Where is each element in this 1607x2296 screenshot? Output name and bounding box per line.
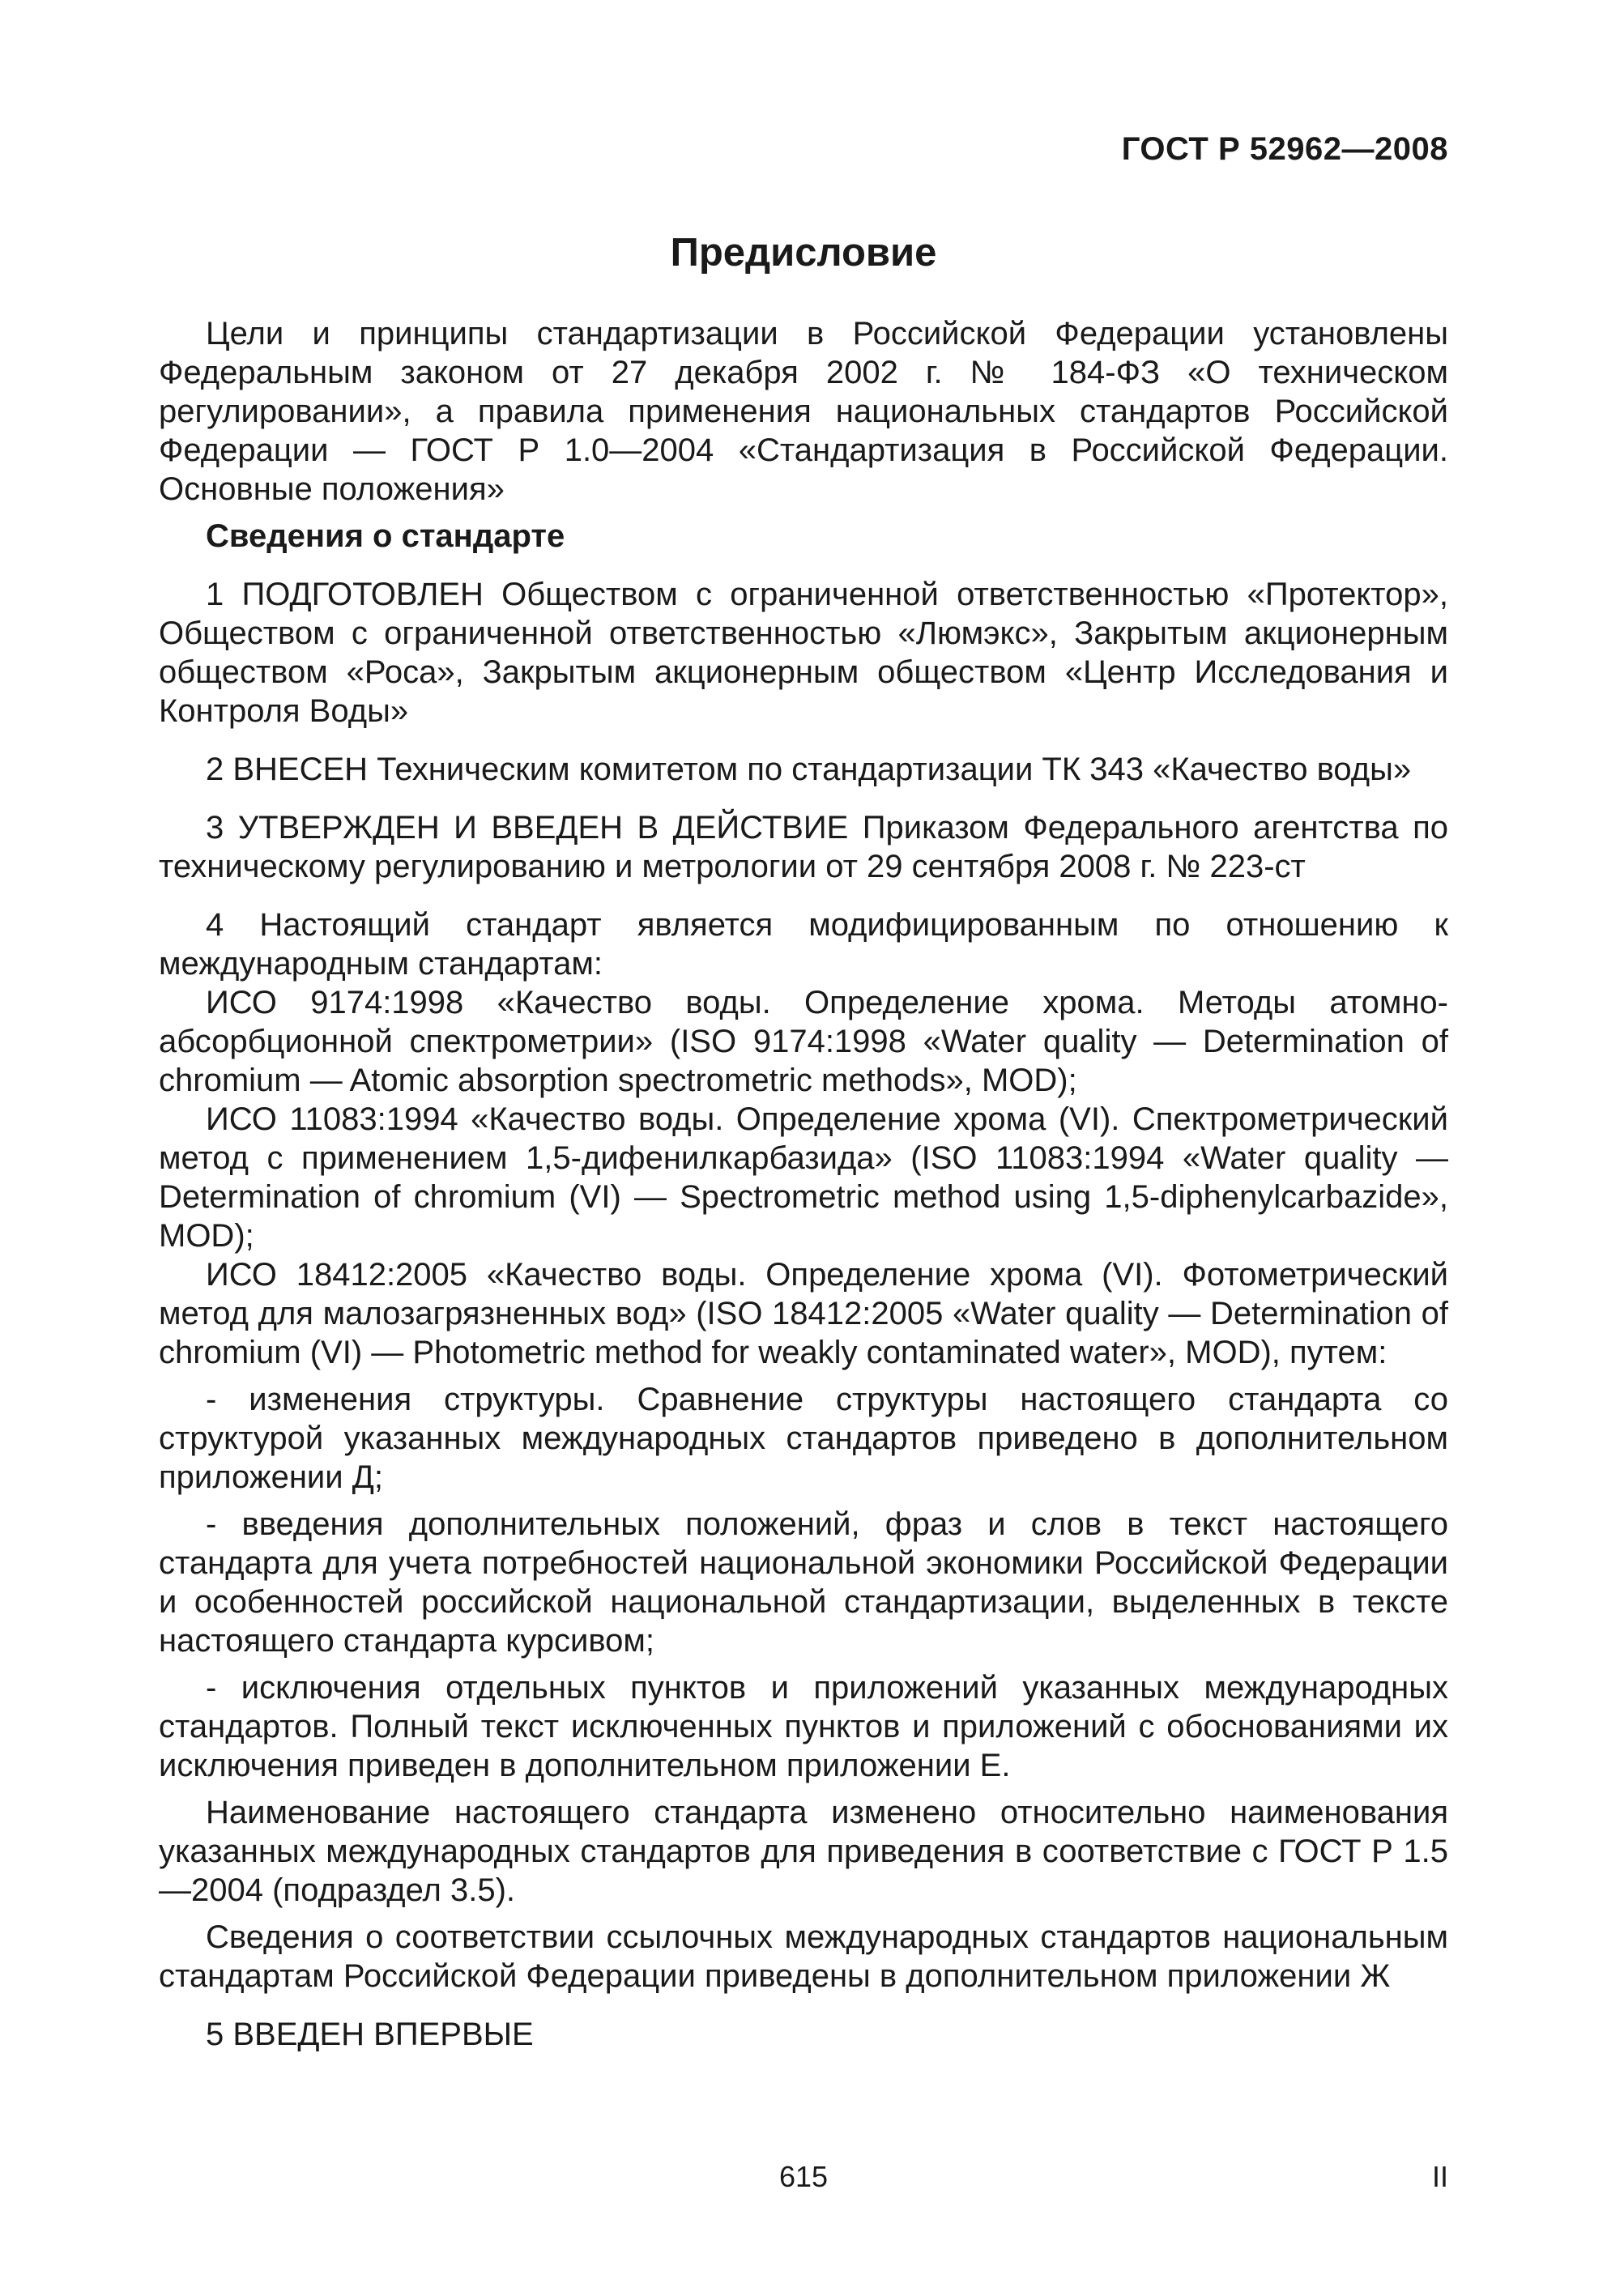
iso-11083-paragraph: ИСО 11083:1994 «Качество воды. Определение хрома (VI). Спектрометрический метод с применением 1,5-дифенилкарбазида» (ISO 11083:1994 «Water quality — Determination of chromium (VI) — Spectrometric method using 1,5-diphenylcarbazide», MOD); [159,1101,1448,1254]
bullet-additional-provisions: - введения дополнительных положений, фраз и слов в текст настоящего стандарта для учета потребностей национальной экономики Российской Федерации и особенностей российской национальной стандартизации, выделенных в тексте настоящего стандарта курсивом; [159,1506,1448,1659]
bullet-structure-change: - изменения структуры. Сравнение структуры настоящего стандарта со структурой указанных международных стандартов приведено в дополнительном приложении Д; [159,1382,1448,1495]
bullet-exclusions: - исключения отдельных пунктов и приложений указанных международных стандартов. Полный текст исключенных пунктов и приложений с обоснованиями их исключения приведен в дополнительном приложении Е. [159,1670,1448,1783]
document-page [159,0,1448,2296]
section-subheading: Сведения о стандарте [206,518,565,554]
roman-page-number: II [1431,2160,1448,2193]
item-2-paragraph: 2 ВНЕСЕН Техническим комитетом по стандартизации ТК 343 «Качество воды» [206,752,1412,787]
item-5-paragraph: 5 ВВЕДЕН ВПЕРВЫЕ [206,2017,534,2052]
iso-9174-paragraph: ИСО 9174:1998 «Качество воды. Определение хрома. Методы атомно-абсорбционной спектрометрии» (ISO 9174:1998 «Water quality — Determination of chromium — Atomic absorption spectrometric methods», MOD); [159,985,1448,1098]
item-3-paragraph: 3 УТВЕРЖДЕН И ВВЕДЕН В ДЕЙСТВИЕ Приказом Федерального агентства по техническому регулированию и метрологии от 29 сентября 2008 г. № 223-ст [159,810,1448,884]
document-code-header: ГОСТ Р 52962—2008 [1121,131,1448,167]
page-number: 615 [778,2160,829,2193]
intro-paragraph: Цели и принципы стандартизации в Российской Федерации установлены Федеральным законом от 27 декабря 2002 г. № 184-ФЗ «О техническом регулировании», а правила применения национальных стандартов Российской Федерации — ГОСТ Р 1.0—2004 «Стандартизация в Российской Федерации. Основные положения» [159,316,1448,507]
name-change-paragraph: Наименование настоящего стандарта изменено относительно наименования указанных международных стандартов для приведения в соответствие с ГОСТ Р 1.5—2004 (подраздел 3.5). [159,1795,1448,1908]
document-body [159,314,1448,2054]
references-paragraph: Сведения о соответствии ссылочных международных стандартов национальным стандартам Российской Федерации приведены в дополнительном приложении Ж [159,1919,1448,1994]
page-title: Предисловие [670,231,937,275]
iso-18412-paragraph: ИСО 18412:2005 «Качество воды. Определение хрома (VI). Фотометрический метод для малозагрязненных вод» (ISO 18412:2005 «Water quality — Determination of chromium (VI) — Photometric method for weakly contaminated water», MOD), путем: [159,1257,1448,1370]
item-4-paragraph: 4 Настоящий стандарт является модифицированным по отношению к международным стандартам: [159,907,1448,982]
item-1-paragraph: 1 ПОДГОТОВЛЕН Обществом с ограниченной ответственностью «Протектор», Обществом с ограниченной ответственностью «Люмэкс», Закрытым акционерным обществом «Роса», Закрытым акционерным обществом «Центр Исследования и Контроля Воды» [159,577,1448,729]
